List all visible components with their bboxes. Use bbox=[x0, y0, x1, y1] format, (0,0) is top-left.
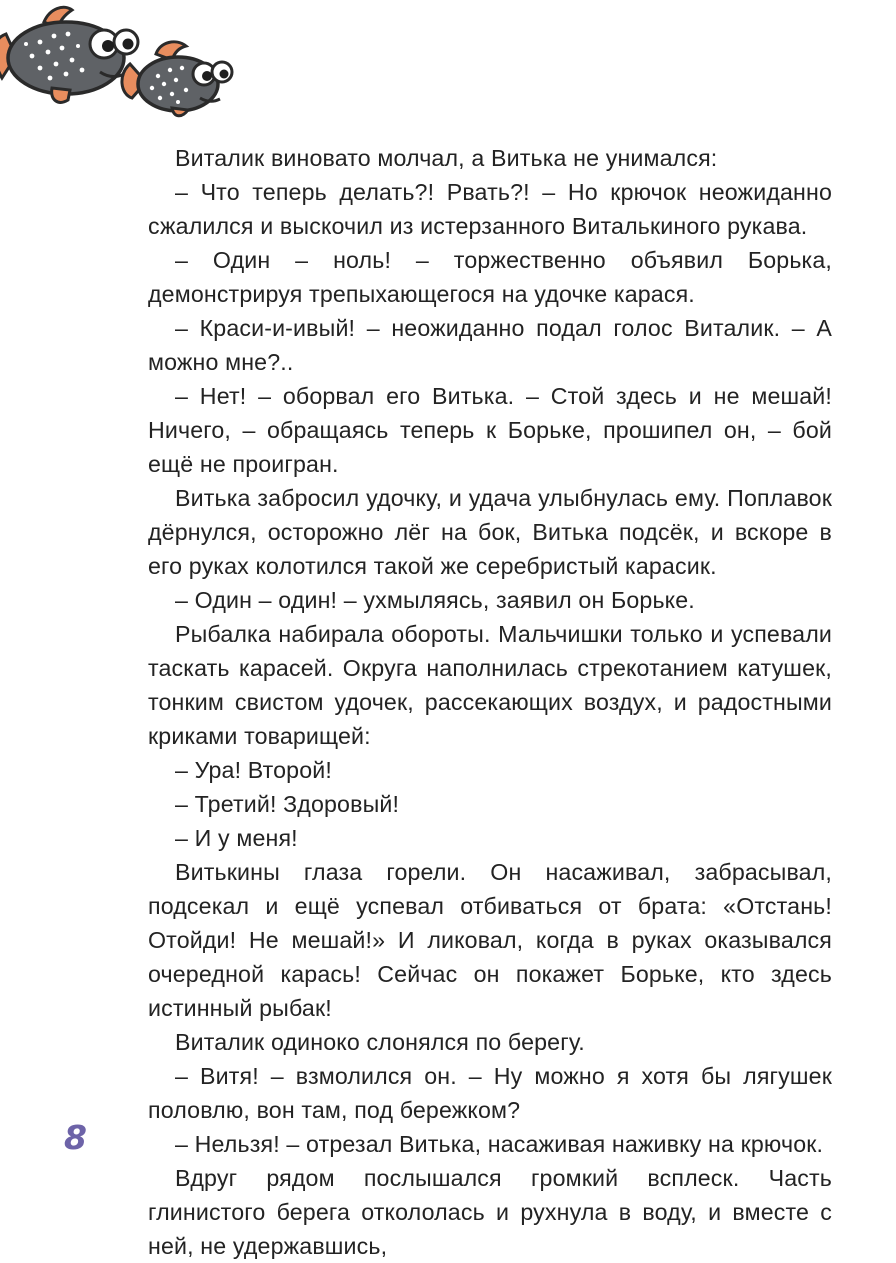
paragraph: Вдруг рядом послышался громкий всплеск. Часть глинистого берега откололась и рухнула в воду, и вместе с ней, не удержавшись, bbox=[148, 1165, 832, 1259]
right-fish-icon bbox=[122, 42, 232, 116]
fish-pair-icon bbox=[0, 0, 240, 120]
paragraph: Виталик одиноко слонялся по берегу. bbox=[175, 1029, 585, 1055]
left-fish-icon bbox=[0, 7, 138, 102]
paragraph: Витька забросил удочку, и удача улыбнулась ему. Поплавок дёрнулся, осторожно лёг на бок, Витька подсёк, и вскоре в его руках колотился такой же серебристый карасик. bbox=[148, 485, 832, 579]
paragraph: Витькины глаза горели. Он насаживал, забрасывал, подсекал и ещё успевал отбиваться от брата: «Отстань! Отойди! Не мешай!» И ликовал, когда в руках оказывался очередной карась! Сейчас он покажет Борьке, кто здесь истинный рыбак! bbox=[148, 859, 832, 1021]
paragraph: – Один – ноль! – торжественно объявил Борька, демонстрируя трепыхающегося на удочке карася. bbox=[148, 247, 832, 307]
paragraph: – Что теперь делать?! Рвать?! – Но крючок неожиданно сжалился и выскочил из истерзанного Виталькиного рукава. bbox=[148, 179, 832, 239]
paragraph: – И у меня! bbox=[175, 825, 298, 851]
page-number: 8 bbox=[64, 1118, 87, 1157]
paragraph: – Нет! – оборвал его Витька. – Стой здесь и не мешай! Ничего, – обращаясь теперь к Борьке, прошипел он, – бой ещё не проигран. bbox=[148, 383, 832, 477]
story-text bbox=[148, 141, 832, 1263]
paragraph: – Ура! Второй! bbox=[175, 757, 332, 783]
paragraph: – Третий! Здоровый! bbox=[175, 791, 400, 817]
paragraph: – Один – один! – ухмыляясь, заявил он Борьке. bbox=[175, 587, 695, 613]
paragraph: Рыбалка набирала обороты. Мальчишки только и успевали таскать карасей. Округа наполнилась стрекотанием катушек, тонким свистом удочек, рассекающих воздух, и радостными криками товарищей: bbox=[148, 621, 832, 749]
paragraph: – Нельзя! – отрезал Витька, насаживая наживку на крючок. bbox=[175, 1131, 824, 1157]
paragraph: Виталик виновато молчал, а Витька не унимался: bbox=[175, 145, 718, 171]
paragraph: – Витя! – взмолился он. – Ну можно я хотя бы лягушек половлю, вон там, под бережком? bbox=[148, 1063, 832, 1123]
paragraph: – Краси-и-ивый! – неожиданно подал голос Виталик. – А можно мне?.. bbox=[148, 315, 832, 375]
